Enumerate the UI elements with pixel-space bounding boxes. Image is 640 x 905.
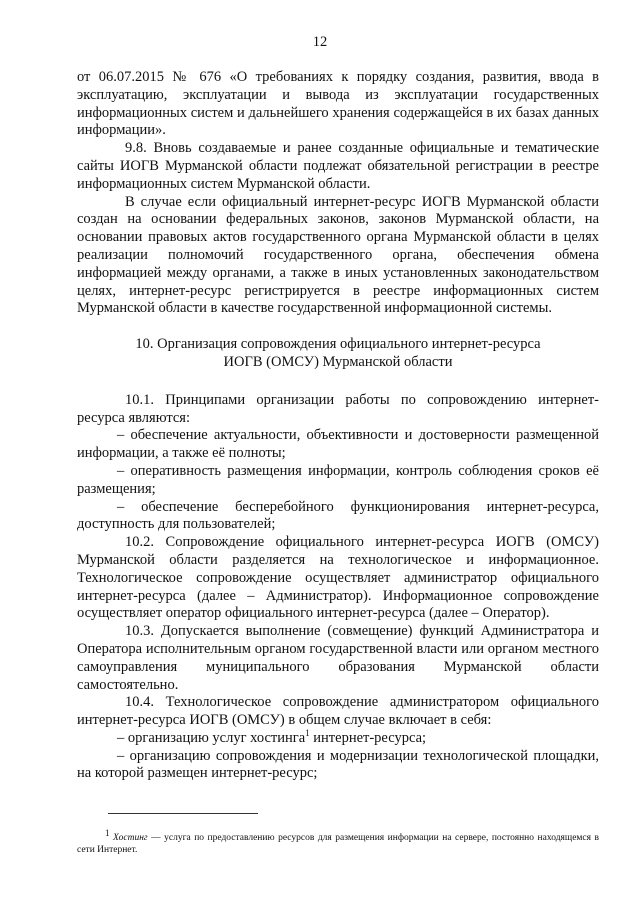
list-item: – обеспечение актуальности, объективности и достоверности размещенной информации, а также её полноты; bbox=[77, 427, 599, 462]
footnote-marker: 1 bbox=[105, 827, 110, 838]
list-item: – обеспечение бесперебойного функционирования интернет-ресурса, доступность для пользователей; bbox=[77, 498, 599, 533]
paragraph-registration: В случае если официальный интернет-ресурс ИОГВ Мурманской области создан на основании федеральных законов, законов Мурманской области, на основании правовых актов государственного органа Мурманской области в целях реализации полномочий государственного органа, обеспечения обмена информацией между органами, а также в иных установленных законодательством целях, интернет-ресурс регистрируется в реестре информационных систем Мурманской области в качестве государственной информационной системы. bbox=[77, 193, 599, 317]
document-body bbox=[77, 69, 599, 783]
paragraph-9-8: 9.8. Вновь создаваемые и ранее созданные официальные и тематические сайты ИОГВ Мурманской области подлежат обязательной регистрации в реестре информационных систем Мурманской области. bbox=[77, 140, 599, 192]
footnote-text: — услуга по предоставлению ресурсов для размещения информации на сервере, постоянно находящемся в сети Интернет. bbox=[77, 832, 600, 855]
section-heading-line-2: ИОГВ (ОМСУ) Мурманской области bbox=[223, 353, 453, 370]
footnote-term: Хостинг bbox=[113, 832, 148, 843]
footnote bbox=[77, 827, 600, 857]
list-item: – оперативность размещения информации, контроль соблюдения сроков её размещения; bbox=[77, 462, 599, 497]
paragraph-10-3: 10.3. Допускается выполнение (совмещение) функций Администратора и Оператора исполнительным органом государственной власти или органом местного самоуправления муниципального образования Мурманской области самостоятельно. bbox=[77, 623, 599, 693]
list-item-hosting-tail: интернет-ресурса; bbox=[309, 729, 427, 746]
list-item-hosting bbox=[77, 730, 599, 748]
section-heading bbox=[77, 336, 599, 372]
footnote-reference[interactable]: 1 bbox=[305, 728, 310, 739]
page-number: 12 bbox=[312, 34, 328, 50]
list-item: – организацию сопровождения и модернизации технологической площадки, на которой размещен интернет-ресурс; bbox=[77, 747, 599, 782]
paragraph-10-1: 10.1. Принципами организации работы по сопровождению интернет-ресурса являются: bbox=[77, 391, 599, 426]
paragraph-10-4: 10.4. Технологическое сопровождение администратором официального интернет-ресурса ИОГВ (ОМСУ) в общем случае включает в себя: bbox=[77, 694, 599, 729]
section-heading-line-1: 10. Организация сопровождения официального интернет-ресурса bbox=[135, 336, 541, 353]
footnote-divider bbox=[108, 813, 258, 814]
paragraph-10-2: 10.2. Сопровождение официального интернет-ресурса ИОГВ (ОМСУ) Мурманской области разделяется на технологическое и информационное. Технологическое сопровождение осуществляет администратор официального интернет-ресурса (далее – Администратор). Информационное сопровождение осуществляет оператор официального интернет-ресурса (далее – Оператор). bbox=[77, 534, 599, 622]
list-item-hosting-text: – организацию услуг хостинга bbox=[117, 729, 306, 746]
paragraph-continuation: от 06.07.2015 № 676 «О требованиях к порядку создания, развития, ввода в эксплуатацию, эксплуатации и вывода из эксплуатации государственных информационных систем и дальнейшего хранения содержащейся в их базах данных информации». bbox=[77, 69, 599, 139]
